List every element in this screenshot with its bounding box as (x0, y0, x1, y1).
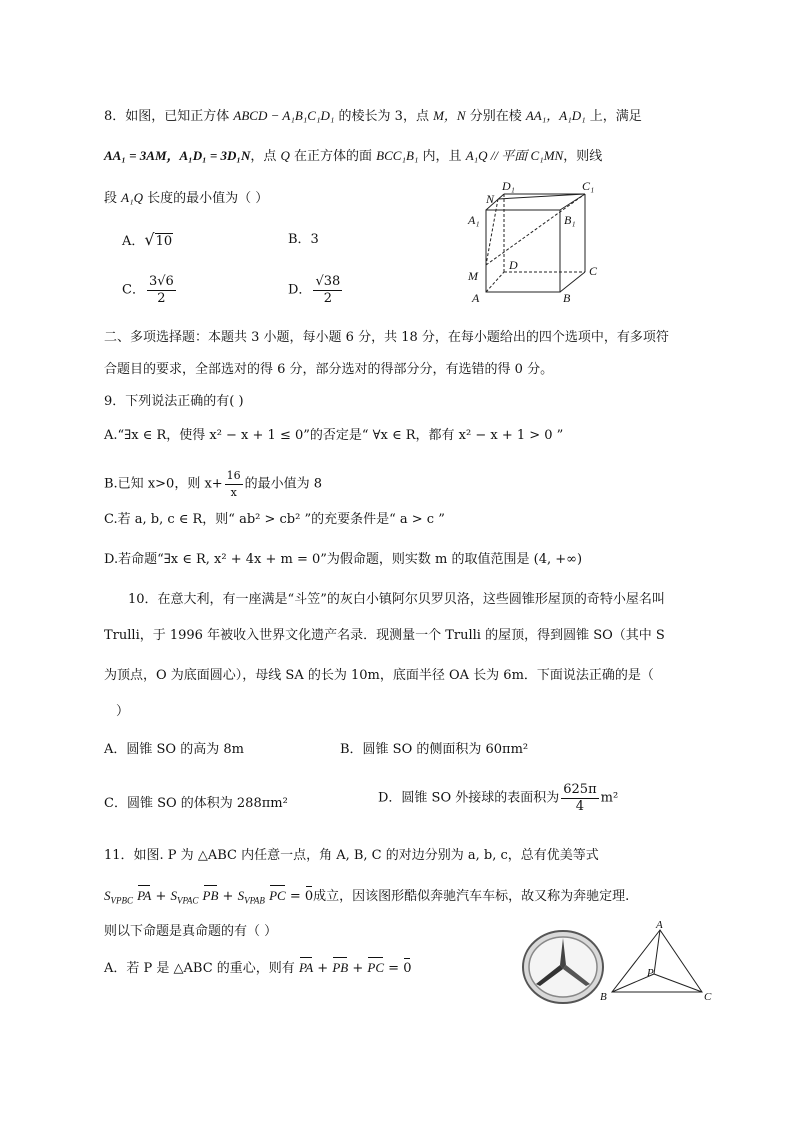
label-c: C (704, 991, 712, 1003)
q8-line1: 8．如图，已知正方体 ABCD − A₁B₁C₁D₁ 的棱长为 3，点 M，N 分别在棱 AA₁，A₁D₁ 上，满足 (104, 108, 642, 124)
q10-option-d: D．圆锥 SO 外接球的表面积为 $\frac{625\pi}{4}$ m² (378, 782, 619, 814)
label-a1: A₁ (468, 213, 480, 227)
fraction: $\frac{3√6}{2}$ (148, 274, 174, 306)
q8-option-b: B．3 (288, 232, 319, 247)
cube-name: ABCD − A₁B₁C₁D₁ (233, 108, 335, 123)
section2-line1: 二、多项选择题：本题共 3 小题，每小题 6 分，共 18 分，在每小题给出的四个选项中，有多项符 (104, 330, 669, 345)
label-a: A (656, 919, 663, 931)
q9-option-c: C.若 a, b, c ∈ R，则“ ab² > cb² ”的充要条件是“ a > c ” (104, 512, 445, 527)
q10-option-b: B．圆锥 SO 的侧面积为 60πm² (340, 742, 529, 757)
label-d1: D₁ (502, 179, 515, 193)
q9-option-b: B.已知 x>0，则 x+ $\frac{16}{x}$ 的最小值为 8 (104, 469, 323, 499)
q10-option-c: C．圆锥 SO 的体积为 288πm² (104, 796, 288, 811)
q9-option-d: D.若命题“∃x ∈ R, x² + 4x + m = 0”为假命题，则实数 m 的取值范围是 (4, +∞) (104, 552, 583, 567)
label-c: C (589, 264, 598, 278)
q10-line2: Trulli，于 1996 年被收入世界文化遗产名录．现测量一个 Trulli 的屋顶，得到圆锥 SO（其中 S (104, 628, 665, 643)
q10-line1: 10．在意大利，有一座满是“斗笠”的灰白小镇阿尔贝罗贝洛，这些圆锥形屋顶的奇特小屋名叫 (128, 592, 665, 607)
label-b: B (600, 991, 607, 1003)
q11-line1: 11．如图. P 为 △ABC 内任意一点，角 A, B, C 的对边分别为 a, b, c，总有优美等式 (104, 848, 599, 863)
label-m: M (468, 269, 478, 283)
cube-figure (464, 176, 614, 306)
q9-stem: 9．下列说法正确的有( ) (104, 394, 244, 409)
q11-line2: $S_{VPBC}$ PA + $S_{VPAC}$ PB + $S_{VPAB}$ PC = 0成立，因该图形酷似奔驰汽车车标，故又称为奔驰定理. (104, 888, 630, 906)
q9-option-a: A.“∃x ∈ R，使得 x² − x + 1 ≤ 0”的否定是“ ∀x ∈ R，都有 x² − x + 1 > 0 ” (104, 428, 564, 443)
mercedes-logo-icon (520, 928, 606, 1006)
q8-line3: 段 A₁Q 长度的最小值为（ ） (104, 190, 269, 206)
q8-option-a: A．√10 (122, 230, 173, 249)
label-n: N (486, 192, 495, 206)
label-a: A (472, 291, 480, 305)
q10-line3: 为顶点，O 为底面圆心），母线 SA 的长为 10m，底面半径 OA 长为 6m．下面说法正确的是（ (104, 668, 654, 683)
fraction: $\frac{625\pi}{4}$ (563, 782, 597, 814)
q11-option-a: A．若 P 是 △ABC 的重心，则有 PA + PB + PC = 0 (104, 958, 411, 979)
q8-option-c: C． $\frac{3√6}{2}$ (122, 274, 174, 306)
label-d: D (509, 258, 518, 272)
label-b1: B₁ (564, 213, 576, 227)
triangle-figure (598, 918, 718, 1006)
label-b: B (563, 291, 571, 305)
q8-line2: AA₁ = 3AM，A₁D₁ = 3D₁N，点 Q 在正方体的面 BCC₁B₁ 内，且 A₁Q // 平面 C₁MN，则线 (104, 148, 603, 164)
fraction: $\frac{16}{x}$ (226, 469, 241, 499)
q10-option-a: A．圆锥 SO 的高为 8m (104, 742, 244, 757)
q8-option-d: D． $\frac{√38}{2}$ (288, 274, 341, 306)
fraction: $\frac{√38}{2}$ (315, 274, 341, 306)
label-c1: C₁ (582, 179, 595, 193)
q11-line3: 则以下命题是真命题的有（ ） (104, 924, 278, 939)
q10-line4: ） (116, 704, 130, 719)
label-p: P (647, 967, 654, 979)
section2-line2: 合题目的要求，全部选对的得 6 分，部分选对的得部分分，有选错的得 0 分。 (104, 362, 554, 377)
